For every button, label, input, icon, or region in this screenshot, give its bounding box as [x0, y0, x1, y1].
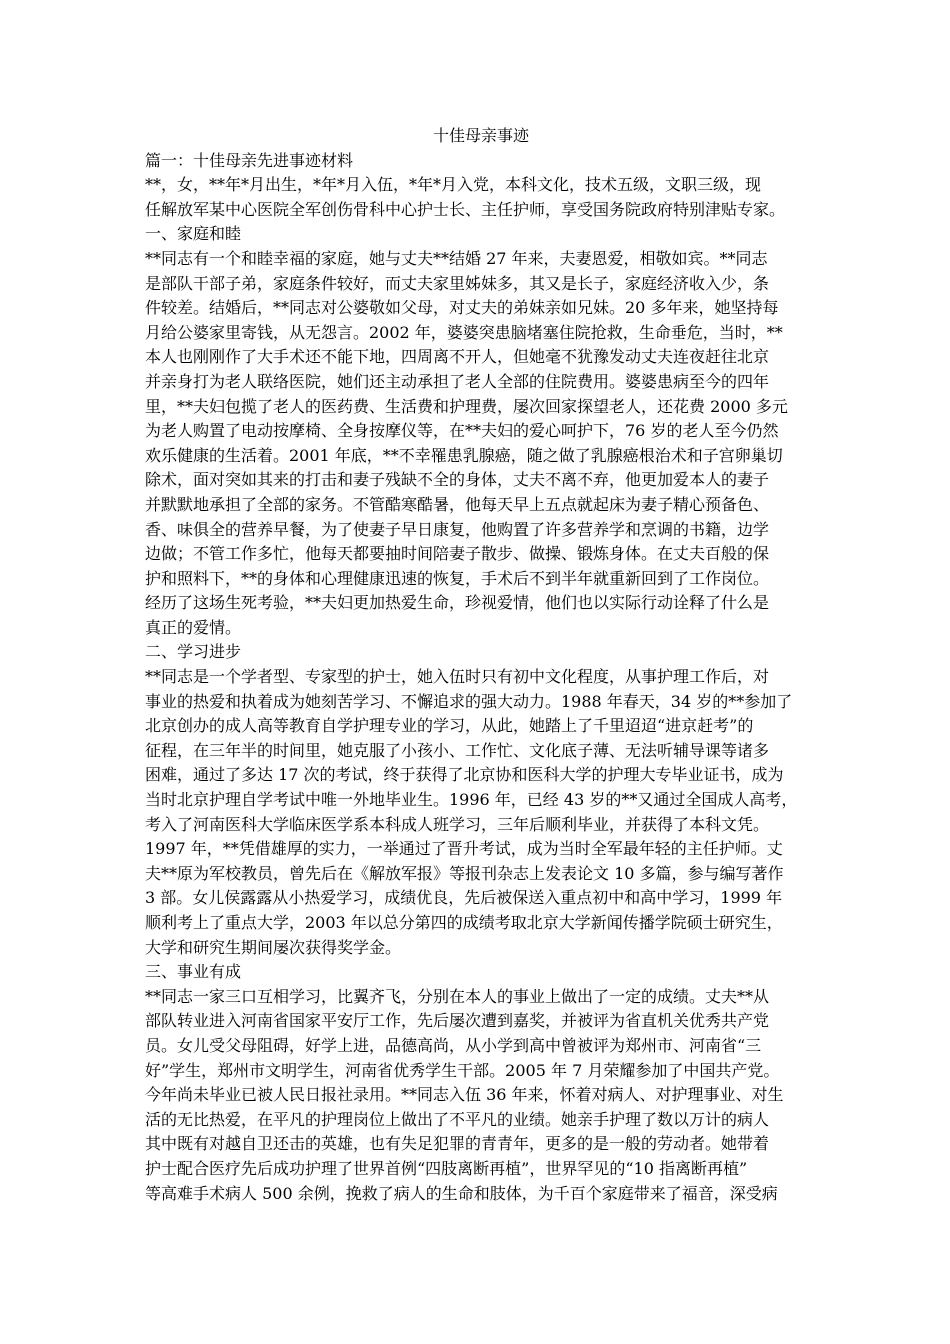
text-line: 并亲身打为老人联络医院，她们还主动承担了老人全部的住院费用。婆婆患病至今的四年 [145, 371, 770, 391]
document-title: 十佳母亲事迹 [432, 126, 529, 145]
text-line: 考入了河南医科大学临床医学系本科成人班学习，三年后顺利毕业，并获得了本科文凭。 [145, 814, 770, 834]
text-line: **同志一家三口互相学习，比翼齐飞，分别在本人的事业上做出了一定的成绩。丈夫**从 [145, 986, 770, 1006]
text-line: 等高难手术病人 500 余例，挽救了病人的生命和肢体，为千百个家庭带来了福音，深受病 [145, 1183, 778, 1203]
text-line: **同志有一个和睦幸福的家庭，她与丈夫**结婚 27 年来，夫妻恩爱，相敬如宾。**同志 [145, 248, 768, 268]
text-line: 今年尚未毕业已被人民日报社录用。**同志入伍 36 年来，怀着对病人、对护理事业、对生 [145, 1085, 784, 1105]
text-line: 一、家庭和睦 [145, 224, 242, 244]
text-line: 好”学生，郑州市文明学生，河南省优秀学生干部。2005 年 7 月荣耀参加了中国共产党。 [145, 1060, 780, 1080]
text-line: 大学和研究生期间屡次获得奖学金。 [145, 937, 402, 957]
text-line: 困难，通过了多达 17 次的考试，终于获得了北京协和医科大学的护理大专毕业证书，成为 [145, 765, 784, 785]
text-line: 其中既有对越自卫还击的英雄，也有失足犯罪的青青年，更多的是一般的劳动者。她带着 [145, 1134, 770, 1154]
text-line: 为老人购置了电动按摩椅、全身按摩仪等，在**夫妇的爱心呵护下，76 岁的老人至今仍然 [145, 421, 779, 441]
text-line: 里，**夫妇包揽了老人的医药费、生活费和护理费，屡次回家探望老人，还花费 2000 多元 [145, 396, 788, 416]
document-subtitle: 篇一：十佳母亲先进事迹材料 [145, 150, 354, 170]
text-line: 经历了这场生死考验，**夫妇更加热爱生命，珍视爱情，他们也以实际行动诠释了什么是 [145, 593, 770, 613]
text-line: 夫**原为军校教员，曾先后在《解放军报》等报刊杂志上发表论文 10 多篇，参与编写著作 [145, 863, 784, 883]
text-line: 边做；不管工作多忙，他每天都要抽时间陪妻子散步、做操、锻炼身体。在丈夫百般的保 [145, 544, 770, 564]
text-line: 事业的热爱和执着成为她刻苦学习、不懈追求的强大动力。1988 年春天，34 岁的**参加了 [145, 691, 793, 711]
text-line: 真正的爱情。 [145, 617, 242, 637]
text-line: 1997 年，**凭借雄厚的实力，一举通过了晋升考试，成为当时全军最年轻的主任护师。丈 [145, 839, 783, 859]
text-line: 护和照料下，**的身体和心理健康迅速的恢复，手术后不到半年就重新回到了工作岗位。 [145, 568, 770, 588]
text-line: **，女，**年*月出生，*年*月入伍，*年*月入党，本科文化，技术五级，文职三级，现 [145, 175, 762, 195]
text-line: 任解放军某中心医院全军创伤骨科中心护士长、主任护师，享受国务院政府特别津贴专家。 [145, 199, 786, 219]
text-line: 当时北京护理自学考试中唯一外地毕业生。1996 年，已经 43 岁的**又通过全国成人高考， [145, 790, 798, 810]
text-line: 本人也刚刚作了大手术还不能下地，四周离不开人，但她毫不犹豫发动丈夫连夜赶往北京 [145, 347, 770, 367]
text-line: 活的无比热爱，在平凡的护理岗位上做出了不平凡的业绩。她亲手护理了数以万计的病人 [145, 1109, 770, 1129]
text-line: 香、味俱全的营养早餐，为了使妻子早日康复，他购置了许多营养学和烹调的书籍，边学 [145, 519, 770, 539]
text-line: 部队转业进入河南省国家平安厅工作，先后屡次遭到嘉奖，并被评为省直机关优秀共产党 [145, 1011, 770, 1031]
text-line: 三、事业有成 [145, 962, 242, 982]
text-line: 征程，在三年半的时间里，她克服了小孩小、工作忙、文化底子薄、无法听辅导课等诸多 [145, 740, 770, 760]
text-line: 北京创办的成人高等教育自学护理专业的学习，从此，她踏上了千里迢迢“进京赶考”的 [145, 716, 754, 736]
text-line: **同志是一个学者型、专家型的护士，她入伍时只有初中文化程度，从事护理工作后，对 [145, 667, 770, 687]
text-line: 护士配合医疗先后成功护理了世界首例“四肢离断再植”，世界罕见的“10 指离断再植” [145, 1158, 748, 1178]
text-line: 除术，面对突如其来的打击和妻子残缺不全的身体，丈夫不离不弃，他更加爱本人的妻子 [145, 470, 770, 490]
text-line: 欢乐健康的生活着。2001 年底，**不幸罹患乳腺癌，随之做了乳腺癌根治术和子宫卵巢切 [145, 445, 783, 465]
text-line: 3 部。女儿侯露露从小热爱学习，成绩优良，先后被保送入重点初中和高中学习，1999 年 [145, 888, 783, 908]
text-line: 月给公婆家里寄钱，从无怨言。2002 年，婆婆突患脑堵塞住院抢救，生命垂危，当时，** [145, 322, 783, 342]
text-line: 顺利考上了重点大学，2003 年以总分第四的成绩考取北京大学新闻传播学院硕士研究生， [145, 913, 783, 932]
text-line: 并默默地承担了全部的家务。不管酷寒酷暑，他每天早上五点就起床为妻子精心预备色、 [145, 494, 770, 514]
text-line: 是部队干部子弟，家庭条件较好，而丈夫家里姊妹多，其又是长子，家庭经济收入少，条 [145, 273, 770, 293]
text-line: 二、学习进步 [145, 642, 242, 662]
text-line: 员。女儿受父母阻碍，好学上进，品德高尚，从小学到高中曾被评为郑州市、河南省“三 [145, 1035, 762, 1055]
document-page [145, 124, 817, 1206]
document-body [145, 173, 817, 1206]
text-line: 件较差。结婚后，**同志对公婆敬如父母，对丈夫的弟妹亲如兄妹。20 多年来，她坚持每 [145, 298, 779, 318]
